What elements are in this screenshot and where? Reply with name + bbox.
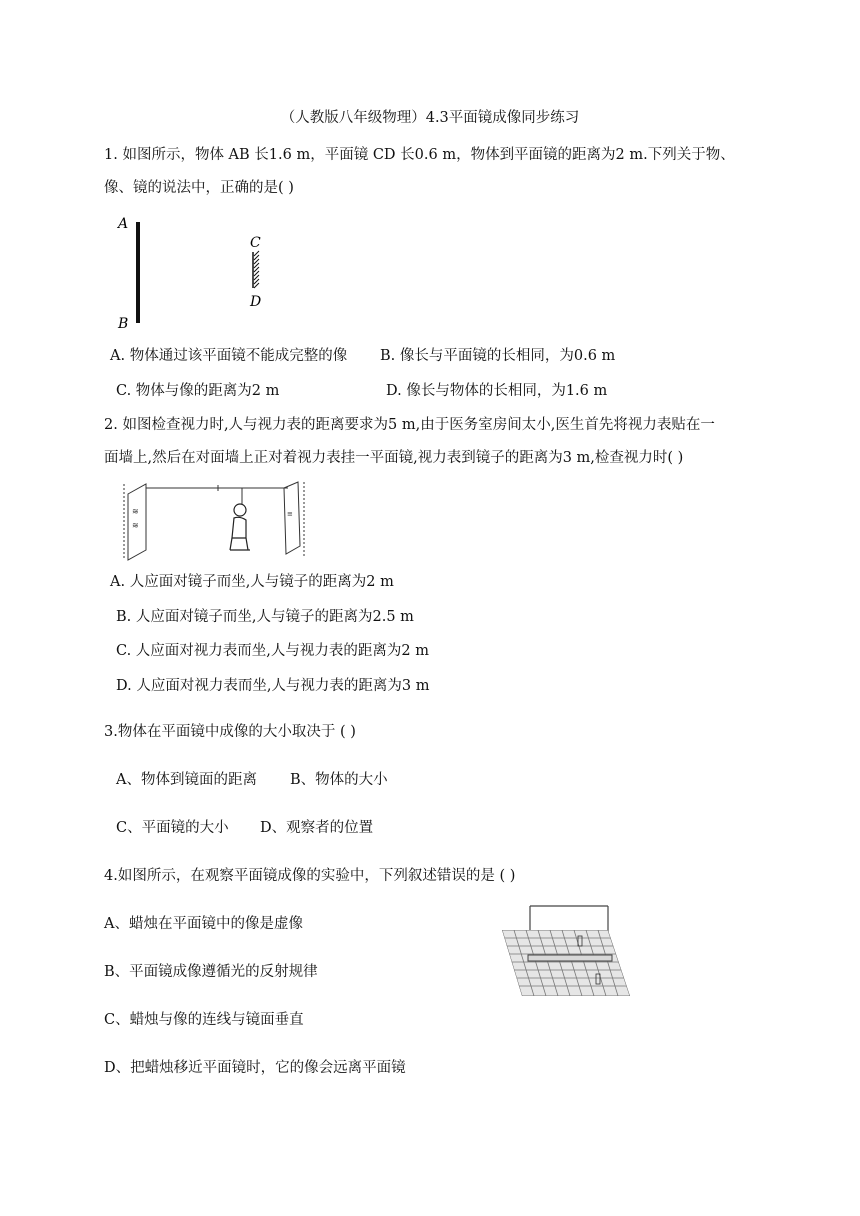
grid-floor xyxy=(502,930,630,996)
glass-base xyxy=(528,955,612,961)
label-c: C xyxy=(250,235,261,251)
label-d: D xyxy=(250,294,262,310)
q4-option-c: C、蜡烛与像的连线与镜面垂直 xyxy=(104,1012,304,1028)
svg-text:≋: ≋ xyxy=(132,521,139,530)
q3-option-b: B、物体的大小 xyxy=(290,772,388,788)
mirror-wall xyxy=(284,482,304,556)
q4-stem: 4.如图所示，在观察平面镜成像的实验中，下列叙述错误的是 ( ) xyxy=(104,868,516,884)
q1-option-d: D. 像长与物体的长相同，为1.6 m xyxy=(386,383,608,399)
q3-option-a: A、物体到镜面的距离 xyxy=(116,772,257,788)
q3-stem: 3.物体在平面镜中成像的大小取决于 ( ) xyxy=(104,724,356,740)
svg-text:≡: ≡ xyxy=(287,510,293,518)
q4-option-b: B、平面镜成像遵循光的反射规律 xyxy=(104,964,318,980)
q1-option-b: B. 像长与平面镜的长相同，为0.6 m xyxy=(380,348,616,364)
q2-stem-line1: 2. 如图检查视力时,人与视力表的距离要求为5 m,由于医务室房间太小,医生首先将视力表贴在一 xyxy=(104,417,715,433)
q3-option-d: D、观察者的位置 xyxy=(260,820,374,836)
q1-option-a: A. 物体通过该平面镜不能成完整的像 xyxy=(110,348,348,364)
q2-stem-line2: 面墙上,然后在对面墙上正对着视力表挂一平面镜,视力表到镜子的距离为3 m,检查视力时( ) xyxy=(104,450,684,466)
q1-figure xyxy=(110,210,280,335)
q1-stem-line2: 像、镜的说法中，正确的是( ) xyxy=(104,180,294,196)
seated-person xyxy=(230,504,250,550)
mirror-cd xyxy=(253,251,259,288)
q4-option-d: D、把蜡烛移近平面镜时，它的像会远离平面镜 xyxy=(104,1060,406,1076)
eye-chart-wall xyxy=(124,484,146,560)
q2-option-d: D. 人应面对视力表而坐,人与视力表的距离为3 m xyxy=(116,678,430,694)
object-ab-bar xyxy=(136,222,140,323)
q4-option-a: A、蜡烛在平面镜中的像是虚像 xyxy=(104,916,303,932)
q2-option-c: C. 人应面对视力表而坐,人与视力表的距离为2 m xyxy=(116,643,429,659)
q3-option-c: C、平面镜的大小 xyxy=(116,820,229,836)
q2-figure xyxy=(118,476,308,562)
distance-line xyxy=(146,485,288,504)
q1-option-c: C. 物体与像的距离为2 m xyxy=(116,383,280,399)
q2-option-a: A. 人应面对镜子而坐,人与镜子的距离为2 m xyxy=(110,574,394,590)
q4-figure xyxy=(500,900,640,1000)
label-b: B xyxy=(118,316,129,332)
q1-stem-line1: 1. 如图所示，物体 AB 长1.6 m，平面镜 CD 长0.6 m，物体到平面镜的距离为2 m.下列关于物、 xyxy=(104,147,735,163)
q2-option-b: B. 人应面对镜子而坐,人与镜子的距离为2.5 m xyxy=(116,609,414,625)
label-a: A xyxy=(118,216,129,232)
svg-text:≋: ≋ xyxy=(132,507,139,516)
page-title: （人教版八年级物理）4.3平面镜成像同步练习 xyxy=(280,110,580,126)
